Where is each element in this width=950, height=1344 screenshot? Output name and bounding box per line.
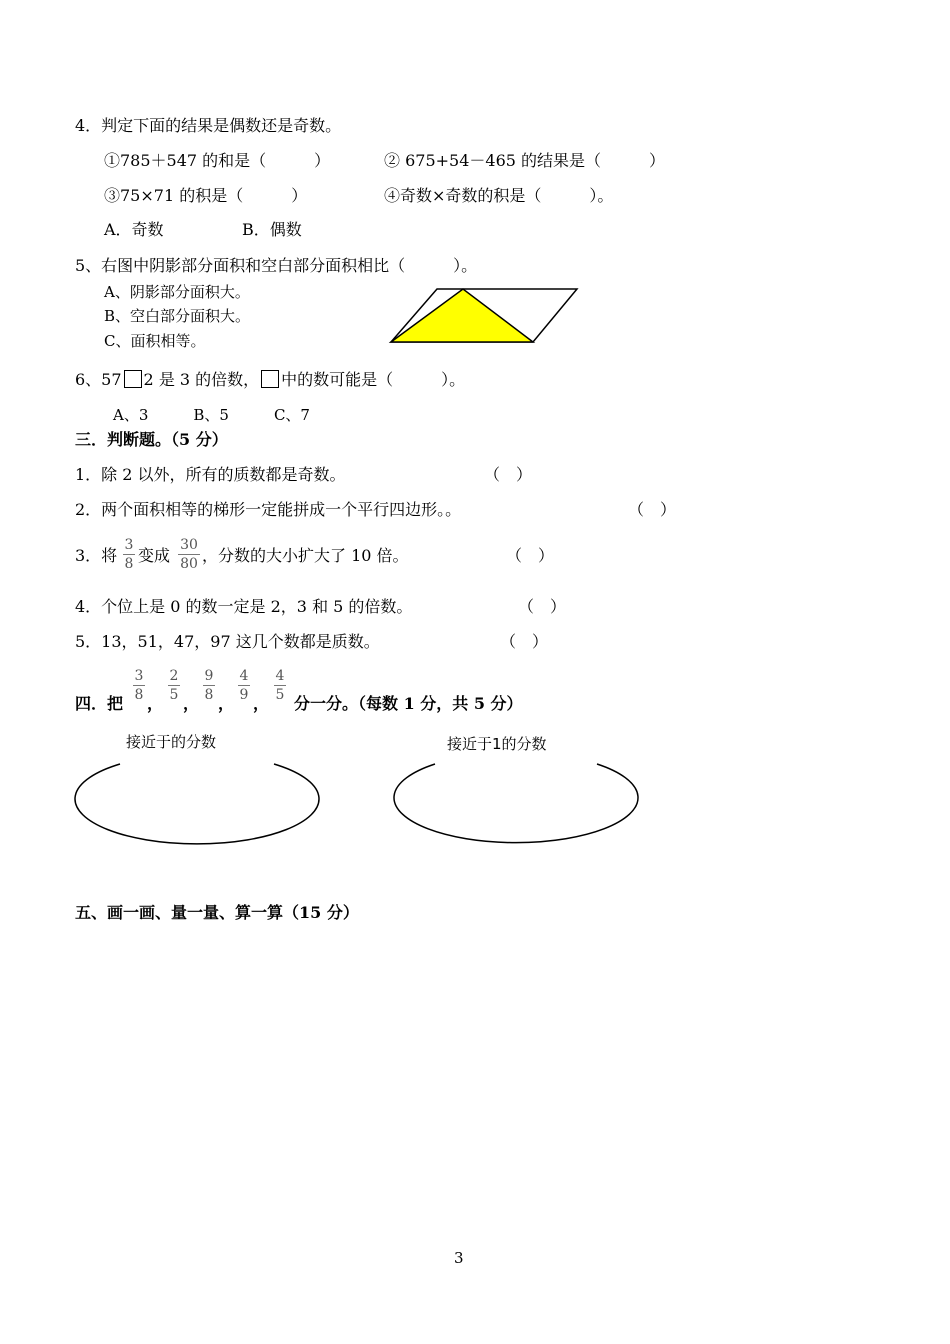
fraction-numerator: 30 <box>180 537 198 553</box>
shaded-triangle <box>391 289 533 342</box>
fraction-2-5 <box>168 668 180 703</box>
fraction-numerator: 9 <box>204 668 214 684</box>
blank-box-1 <box>124 370 142 388</box>
fraction-denominator: 5 <box>275 687 285 703</box>
fraction-9-8 <box>203 668 215 703</box>
judge-blank-3: （ ） <box>506 546 555 565</box>
fraction-bar <box>123 554 135 555</box>
q4-option-a: A．奇数 <box>104 220 164 239</box>
fraction-bar <box>203 685 215 686</box>
judge-item-4: 4．个位上是 0 的数一定是 2，3 和 5 的倍数。 <box>75 597 413 616</box>
q4-item-1: ①785＋547 的和是（ ） <box>104 151 331 170</box>
judge-blank-4: （ ） <box>518 597 567 616</box>
fraction-numerator: 4 <box>239 668 249 684</box>
q6-line <box>75 370 465 390</box>
left-ellipse <box>72 756 324 856</box>
q4-item-2: ② 675+54－465 的结果是（ ） <box>384 151 666 170</box>
fraction-separator: ， <box>183 694 200 713</box>
section4-prefix: 四．把 <box>75 694 124 713</box>
fraction-numerator: 3 <box>134 668 144 684</box>
q4-item-3: ③75×71 的积是（ ） <box>104 186 308 205</box>
fraction-30-80 <box>178 537 200 572</box>
fraction-denominator: 8 <box>124 556 134 572</box>
q6-options: A、3 B、5 C、7 <box>113 406 310 424</box>
q4-title: 4．判定下面的结果是偶数还是奇数。 <box>75 116 342 135</box>
q5-title: 5、右图中阴影部分面积和空白部分面积相比（ ）。 <box>75 256 478 275</box>
q4-item-4: ④奇数×奇数的积是（ ）。 <box>384 186 614 205</box>
fraction-bar <box>274 685 286 686</box>
judge-item-3-post: ，分数的大小扩大了 10 倍。 <box>202 546 409 565</box>
fraction-numerator: 4 <box>275 668 285 684</box>
fraction-denominator: 80 <box>180 556 198 572</box>
judge-blank-1: （ ） <box>484 465 533 484</box>
right-ellipse <box>393 756 645 856</box>
judge-blank-2: （ ） <box>628 500 677 519</box>
blank-box-2 <box>261 370 279 388</box>
section4-suffix: 分一分。（每数 1 分，共 5 分） <box>294 694 523 713</box>
section3-heading: 三．判断题。（5 分） <box>75 430 228 449</box>
fraction-denominator: 9 <box>239 687 249 703</box>
fraction-separator: ， <box>218 694 235 713</box>
right-group-label: 接近于1的分数 <box>447 735 547 753</box>
left-group-label: 接近于的分数 <box>126 733 217 751</box>
fraction-4-9 <box>238 668 250 703</box>
q5-option-a: A、阴影部分面积大。 <box>104 283 250 301</box>
fraction-3-8 <box>133 668 145 703</box>
judge-item-2: 2．两个面积相等的梯形一定能拼成一个平行四边形。。 <box>75 500 462 519</box>
fraction-bar <box>168 685 180 686</box>
fraction-4-5 <box>274 668 286 703</box>
parallelogram-figure <box>385 285 585 347</box>
judge-item-5: 5．13，51，47，97 这几个数都是质数。 <box>75 632 380 651</box>
fraction-3-8 <box>123 537 135 572</box>
q5-option-c: C、面积相等。 <box>104 332 206 350</box>
q5-option-b: B、空白部分面积大。 <box>104 307 251 325</box>
fraction-numerator: 3 <box>124 537 134 553</box>
fraction-numerator: 2 <box>169 668 179 684</box>
judge-item-3-mid: 变成 <box>138 546 171 565</box>
fraction-bar <box>238 685 250 686</box>
page-number: 3 <box>454 1249 464 1267</box>
q6-mid: 2 是 3 的倍数， <box>143 370 260 389</box>
fraction-denominator: 8 <box>204 687 214 703</box>
fraction-bar <box>178 554 200 555</box>
judge-blank-5: （ ） <box>500 632 549 651</box>
fraction-bar <box>133 685 145 686</box>
judge-item-3-pre: 3．将 <box>75 546 118 565</box>
fraction-separator: ， <box>253 694 270 713</box>
q6-suffix: 中的数可能是（ ）。 <box>281 370 466 389</box>
section5-heading: 五、画一画、量一量、算一算（15 分） <box>75 903 359 922</box>
q6-prefix: 6、57 <box>75 370 122 389</box>
fraction-denominator: 8 <box>134 687 144 703</box>
fraction-denominator: 5 <box>169 687 179 703</box>
q4-option-b: B．偶数 <box>242 220 302 239</box>
fraction-separator: ， <box>147 694 164 713</box>
judge-item-1: 1．除 2 以外，所有的质数都是奇数。 <box>75 465 346 484</box>
